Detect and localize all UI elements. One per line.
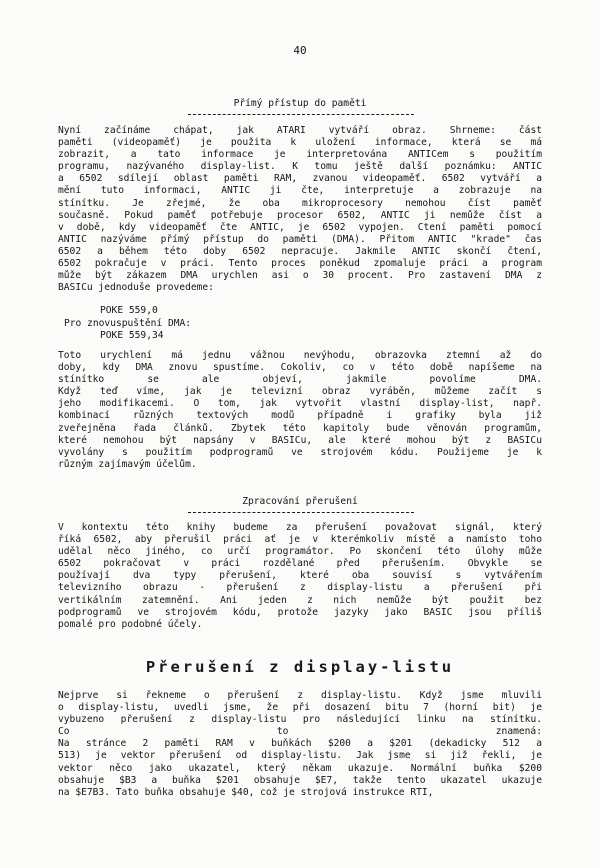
code-line: POKE 559,34 [100, 330, 164, 341]
text-line: vektor něco jako ukazatel, který někam ukazuje. Normální buňka $200 [58, 762, 542, 774]
text-line: stínítko se ale objeví, jakmile povolíme DMA. [58, 374, 542, 386]
text-line: pomalé pro podobné účely. [58, 618, 203, 630]
section-heading-interrupts: Zpracování přerušení [242, 496, 358, 507]
page-number: 40 [293, 44, 307, 57]
text-line: zobrazit, a tato informace je interpretována ANTICem s použitím [58, 149, 542, 161]
text-line: stínítku. Je zřejmé, že oba mikroprocesory nemohou číst paměť [58, 197, 542, 209]
text-line: může být zákazem DMA urychlen asi o 30 procent. Pro zastavení DMA z [58, 270, 542, 282]
text-line: vybuzeno přerušení z display-listu pro následující linku na stínítku. [58, 714, 542, 726]
text-line: říká 6502, aby přerušil práci ať je v kterémkoliv místě a namísto toho [58, 534, 542, 546]
heading-underline [188, 512, 414, 513]
text-line: vyvolány s použitím podprogramů ve strojovém kódu. Použijeme je k [58, 446, 542, 458]
paragraph-interrupts [58, 522, 542, 631]
text-line: Na stránce 2 paměti RAM v buňkách $200 a $201 (dekadicky 512 a [58, 738, 542, 750]
text-line: programu, nazývaného display-list. K tomu ještě další poznámku: ANTIC [58, 161, 542, 173]
text-line: a 6502 sdílejí oblast paměti RAM, zvanou videopaměť. 6502 vytváří a [58, 173, 542, 185]
text-line: v době, kdy videopaměť čte ANTIC, je 6502 vypojen. Čtení paměti pomocí [58, 221, 542, 233]
text-line: Nyní začínáme chápat, jak ATARI vytváří obraz. Shrneme: část [58, 125, 542, 136]
text-line: ANTIC nazýváme přímý přístup do paměti (DMA). Přitom ANTIC "krade" čas [58, 233, 542, 245]
text-line: mění tuto informaci, ANTIC ji čte, interpretuje a zobrazuje na [58, 185, 542, 197]
text-line: jeho modifikacemi. O tom, jak vytvořit vlastní display-list, např. [58, 398, 542, 410]
text-line: na $E7B3. Tato buňka obsahuje $40, což je strojová instrukce RTI, [58, 786, 434, 798]
code-caption: Pro znovuspuštění DMA: [64, 318, 192, 329]
section-heading-dma: Přímý přístup do paměti [233, 98, 367, 109]
text-line: 6502 a během této doby 6502 nepracuje. Jakmile ANTIC skončí čtení, [58, 245, 542, 257]
paragraph-display-list [58, 690, 542, 799]
text-line: vertikálním zatemnění. Ani jeden z nich nemůže být použit bez [58, 594, 542, 606]
text-line: paměti (videopaměť) je použita k uložení informace, která se má [58, 137, 542, 149]
text-line: současně. Pokud paměť potřebuje procesor 6502, ANTIC ji nemůže číst a [58, 209, 542, 221]
text-line: kombinací různých textových modů případně i grafiky byla již [58, 410, 542, 422]
paragraph-dma [58, 125, 542, 294]
text-line: které nemohou být napsány v BASICu, ale které mohou být z BASICu [58, 434, 542, 446]
text-line: televizního obrazu - přerušení z display-listu a přerušení při [58, 582, 542, 594]
text-line: Nejprve si řekneme o přerušení z display-listu. Když jsme mluvili [58, 690, 542, 701]
text-line: Toto urychlení má jednu vážnou nevýhodu, obrazovka ztemní až do [58, 350, 542, 361]
text-line: 513) je vektor přerušení od display-listu. Jak jsme si již řekli, je [58, 750, 542, 762]
heading-underline [188, 114, 414, 115]
text-line: používají dva typy přerušení, které oba souvisí s vytvářením [58, 570, 542, 582]
text-line: Co to znamená: [58, 726, 542, 738]
text-line: Když teď víme, jak je televizní obraz vyráběn, můžeme začít s [58, 386, 542, 398]
text-line: 6502 pokračuje v práci. Tento proces poněkud zpomaluje práci a program [58, 258, 542, 270]
text-line: obsahuje $B3 a buňka $201 obsahuje $E7, takže tento ukazatel ukazuje [58, 774, 542, 786]
text-line: V kontextu této knihy budeme za přerušení považovat signál, který [58, 522, 542, 533]
code-line: POKE 559,0 [100, 305, 158, 316]
text-line: různým zajímavým účelům. [58, 458, 197, 470]
text-line: BASICu jednoduše provedeme: [58, 282, 214, 294]
text-line: udělal něco jiného, co určí programátor. Po skončení této úlohy může [58, 546, 542, 558]
paragraph-dma-2 [58, 350, 542, 471]
text-line: doby, kdy DMA znovu spustíme. Cokoliv, co v této době napíšeme na [58, 362, 542, 374]
chapter-title: Přerušení z display-listu [145, 658, 455, 676]
text-line: zveřejněna řada článků. Zbytek této kapitoly bude věnován programům, [58, 422, 542, 434]
text-line: o display-listu, uvedli jsme, že při dosazení bitu 7 (horní bit) je [58, 702, 542, 714]
text-line: 6502 pokračovat v práci rozdělané před přerušením. Obvykle se [58, 558, 542, 570]
text-line: podprogramů ve strojovém kódu, protože jazyky jako BASIC jsou příliš [58, 606, 542, 618]
